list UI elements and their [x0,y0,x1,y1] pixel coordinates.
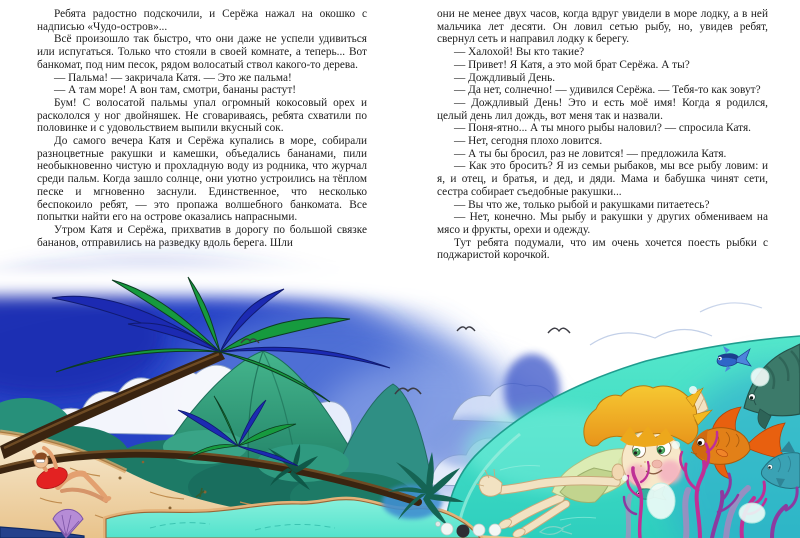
paragraph: — А там море! А вон там, смотри, бананы растут! [54,84,297,97]
paragraph: — Поня-ятно... А ты много рыбы наловил? — спросила Катя. [454,122,751,135]
right-text-column [437,8,768,262]
paragraph: они не менее двух часов, когда вдруг увидели в море лодку, а в ней мальчика лет десяти. Он ловил сетью рыбу, но, увидев ребят, свернул сеть и направил лодку к берегу. [437,8,768,46]
paragraph: — Халохой! Вы кто такие? [454,46,585,59]
paragraph: — Нет, конечно. Мы рыбу и ракушки у других обмениваем на мясо и фрукты, орехи и одежду. [437,211,768,236]
paragraph: — Дождливый День. [454,71,556,84]
paragraph: — Дождливый День! Это и есть моё имя! Когда я родился, целый день лил дождь, вот меня так и назвали. [437,96,768,122]
paragraph: Ребята радостно подскочили, и Серёжа нажал на окошко с надписью «Чудо-остров»... [37,8,367,33]
paragraph: — Вы что же, только рыбой и ракушками питаетесь? [454,198,710,211]
left-text-column [37,8,367,249]
paragraph: Бум! С волосатой пальмы упал огромный кокосовый орех и раскололся у ног двойняшек. Не сговариваясь, ребята схватили по половинке и с удовольствием выпили вкусный сок. [37,96,367,135]
paragraph: — Как это бросить? Я из семьи рыбаков, мы все рыбу ловим: и я, и отец, и братья, и дед, и дяди. Мама и бабушка чинят сети, сестра собирает съедобные ракушки... [437,160,768,198]
paragraph: — Пальма! — закричала Катя. — Это же пальма! [54,71,292,84]
paragraph: Тут ребята подумали, что им очень хочется поесть рыбки с поджаристой корочкой. [437,236,768,262]
paragraph: — А ты бы бросил, раз не ловится! — предложила Катя. [454,147,727,160]
paragraph: Утром Катя и Серёжа, прихватив в дорогу по большой связке бананов, отправились на разведку вдоль берега. Шли [37,223,367,249]
paragraph: До самого вечера Катя и Серёжа купались в море, собирали разноцветные ракушки и камешки, объедались бананами, пили необыкновенно чистую и прохладную воду из родника, что журчал среди пальм. Когда зашло солнце, они уютно устроились на тёплом песке и мгновенно заснули. Единственное, что несколько беспокоило ребят, — это пропажа волшебного банкомата. Все попытки найти его на острове оказались напрасными. [37,135,367,224]
paragraph: — Привет! Я Катя, а это мой брат Серёжа. А ты? [454,58,690,71]
paragraph: — Нет, сегодня плохо ловится. [454,135,603,148]
paragraph: — Да нет, солнечно! — удивился Серёжа. — Тебя-то как зовут? [454,84,761,97]
paragraph: Всё произошло так быстро, что они даже не успели удивиться или испугаться. Только что стояли в своей комнате, а теперь... Вот банкомат, под ним песок, рядом волосатый ствол какого-то дерева. [37,33,367,71]
